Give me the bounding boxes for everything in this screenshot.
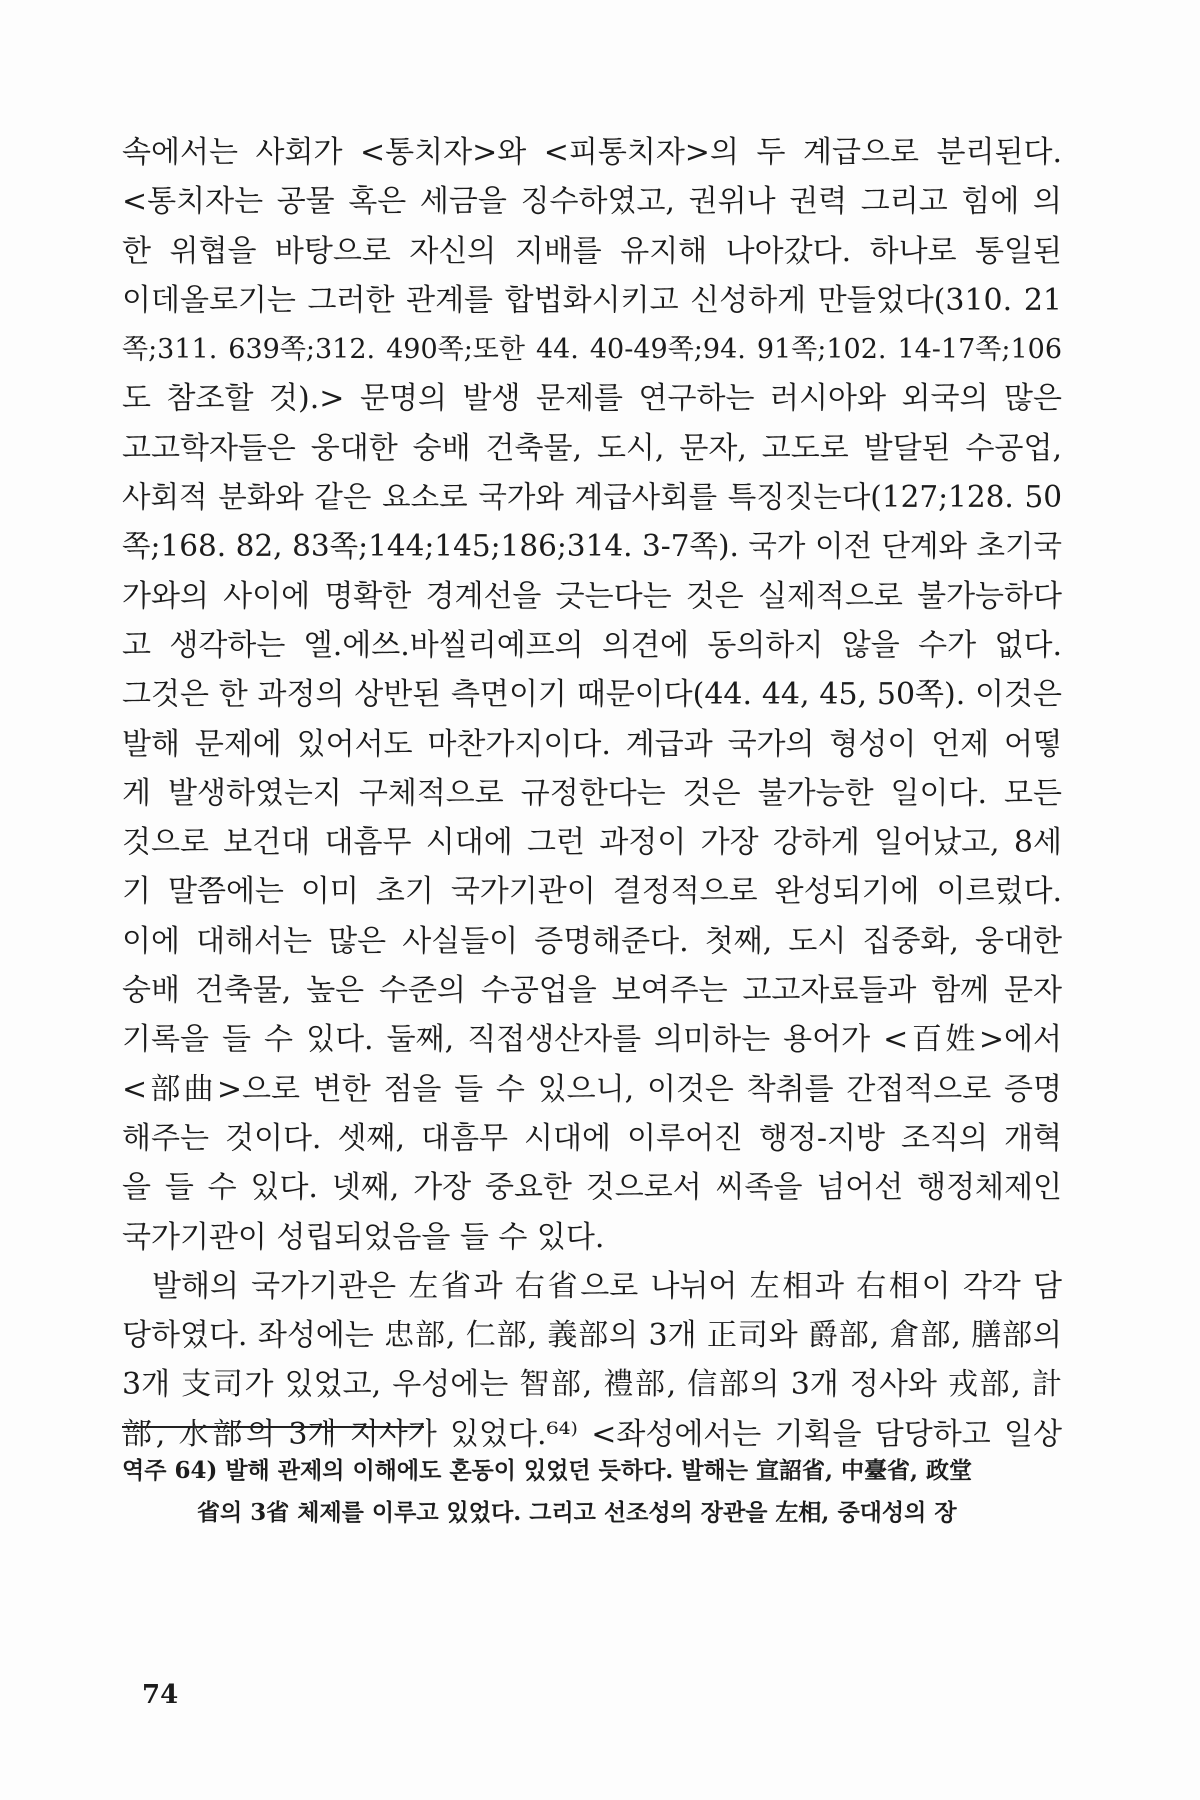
text-line: 3개 支司가 있었고, 우성에는 智部, 禮部, 信部의 3개 정사와 戎部, 計	[122, 1367, 1062, 1403]
text-line: 고고학자들은 웅대한 숭배 건축물, 도시, 문자, 고도로 발달된 수공업,	[122, 430, 1062, 466]
text-line: 이데올로기는 그러한 관계를 합법화시키고 신성하게 만들었다(310. 21	[122, 282, 1062, 318]
text-line: 해주는 것이다. 셋째, 대흠무 시대에 이루어진 행정-지방 조직의 개혁	[122, 1120, 1062, 1156]
text-line: 게 발생하였는지 구체적으로 규정한다는 것은 불가능한 일이다. 모든	[122, 775, 1062, 811]
text-line: 당하였다. 좌성에는 忠部, 仁部, 義部의 3개 正司와 爵部, 倉部, 膳部의	[122, 1318, 1062, 1354]
text-line: 이에 대해서는 많은 사실들이 증명해준다. 첫째, 도시 집중화, 웅대한	[122, 923, 1062, 959]
text-line: 기록을 들 수 있다. 둘째, 직접생산자를 의미하는 용어가 <百姓>에서	[122, 1022, 1062, 1058]
main-text	[122, 128, 1062, 1459]
page-number: 74	[142, 1680, 179, 1710]
text-line: 한 위협을 바탕으로 자신의 지배를 유지해 나아갔다. 하나로 통일된	[122, 233, 1062, 269]
footnote-line: 역주 64) 발해 관제의 이해에도 혼동이 있었던 듯하다. 발해는 宣詔省, 中臺省, 政堂	[122, 1457, 973, 1484]
footnote-line: 省의 3省 체제를 이루고 있었다. 그리고 선조성의 장관을 左相, 중대성의 장	[197, 1499, 957, 1526]
text-line: 발해 문제에 있어서도 마찬가지이다. 계급과 국가의 형성이 언제 어떻	[122, 726, 1062, 762]
text-line: 도 참조할 것).> 문명의 발생 문제를 연구하는 러시아와 외국의 많은	[122, 381, 1062, 417]
footnote-divider	[122, 1426, 424, 1428]
text-line: 가와의 사이에 명확한 경계선을 긋는다는 것은 실제적으로 불가능하다	[122, 578, 1062, 614]
text-line: 고 생각하는 엘.에쓰.바씰리예프의 의견에 동의하지 않을 수가 없다.	[122, 627, 1062, 663]
text-line: 숭배 건축물, 높은 수준의 수공업을 보여주는 고고자료들과 함께 문자	[122, 973, 1062, 1009]
text-line: 部, 水部의 3개 지사가 있었다.⁶⁴⁾ <좌성에서는 기획을 담당하고 일상	[122, 1416, 1062, 1452]
text-line: 을 들 수 있다. 넷째, 가장 중요한 것으로서 씨족을 넘어선 행정체제인	[122, 1170, 1062, 1206]
text-line: 사회적 분화와 같은 요소로 국가와 계급사회를 특징짓는다(127;128. 50	[122, 480, 1062, 515]
text-line-paragraph-start: 발해의 국가기관은 左省과 右省으로 나뉘어 左相과 右相이 각각 담	[152, 1268, 1062, 1304]
text-line: 기 말쯤에는 이미 초기 국가기관이 결정적으로 완성되기에 이르렀다.	[122, 874, 1062, 910]
text-line: <部曲>으로 변한 점을 들 수 있으니, 이것은 착취를 간접적으로 증명	[122, 1071, 1062, 1107]
text-line: 쪽;168. 82, 83쪽;144;145;186;314. 3-7쪽). 국가 이전 단계와 초기국	[122, 529, 1062, 564]
text-line: 쪽;311. 639쪽;312. 490쪽;또한 44. 40-49쪽;94. 91쪽;102. 14-17쪽;106	[122, 334, 1062, 366]
footnote	[122, 1450, 1062, 1534]
text-line-paragraph-end: 국가기관이 성립되었음을 들 수 있다.	[122, 1219, 605, 1255]
text-line: <통치자는 공물 혹은 세금을 징수하였고, 권위나 권력 그리고 힘에 의	[122, 184, 1062, 220]
text-line: 것으로 보건대 대흠무 시대에 그런 과정이 가장 강하게 일어났고, 8세	[122, 825, 1062, 861]
text-line: 속에서는 사회가 <통치자>와 <피통치자>의 두 계급으로 분리된다.	[122, 135, 1062, 170]
text-line: 그것은 한 과정의 상반된 측면이기 때문이다(44. 44, 45, 50쪽). 이것은	[122, 677, 1062, 713]
